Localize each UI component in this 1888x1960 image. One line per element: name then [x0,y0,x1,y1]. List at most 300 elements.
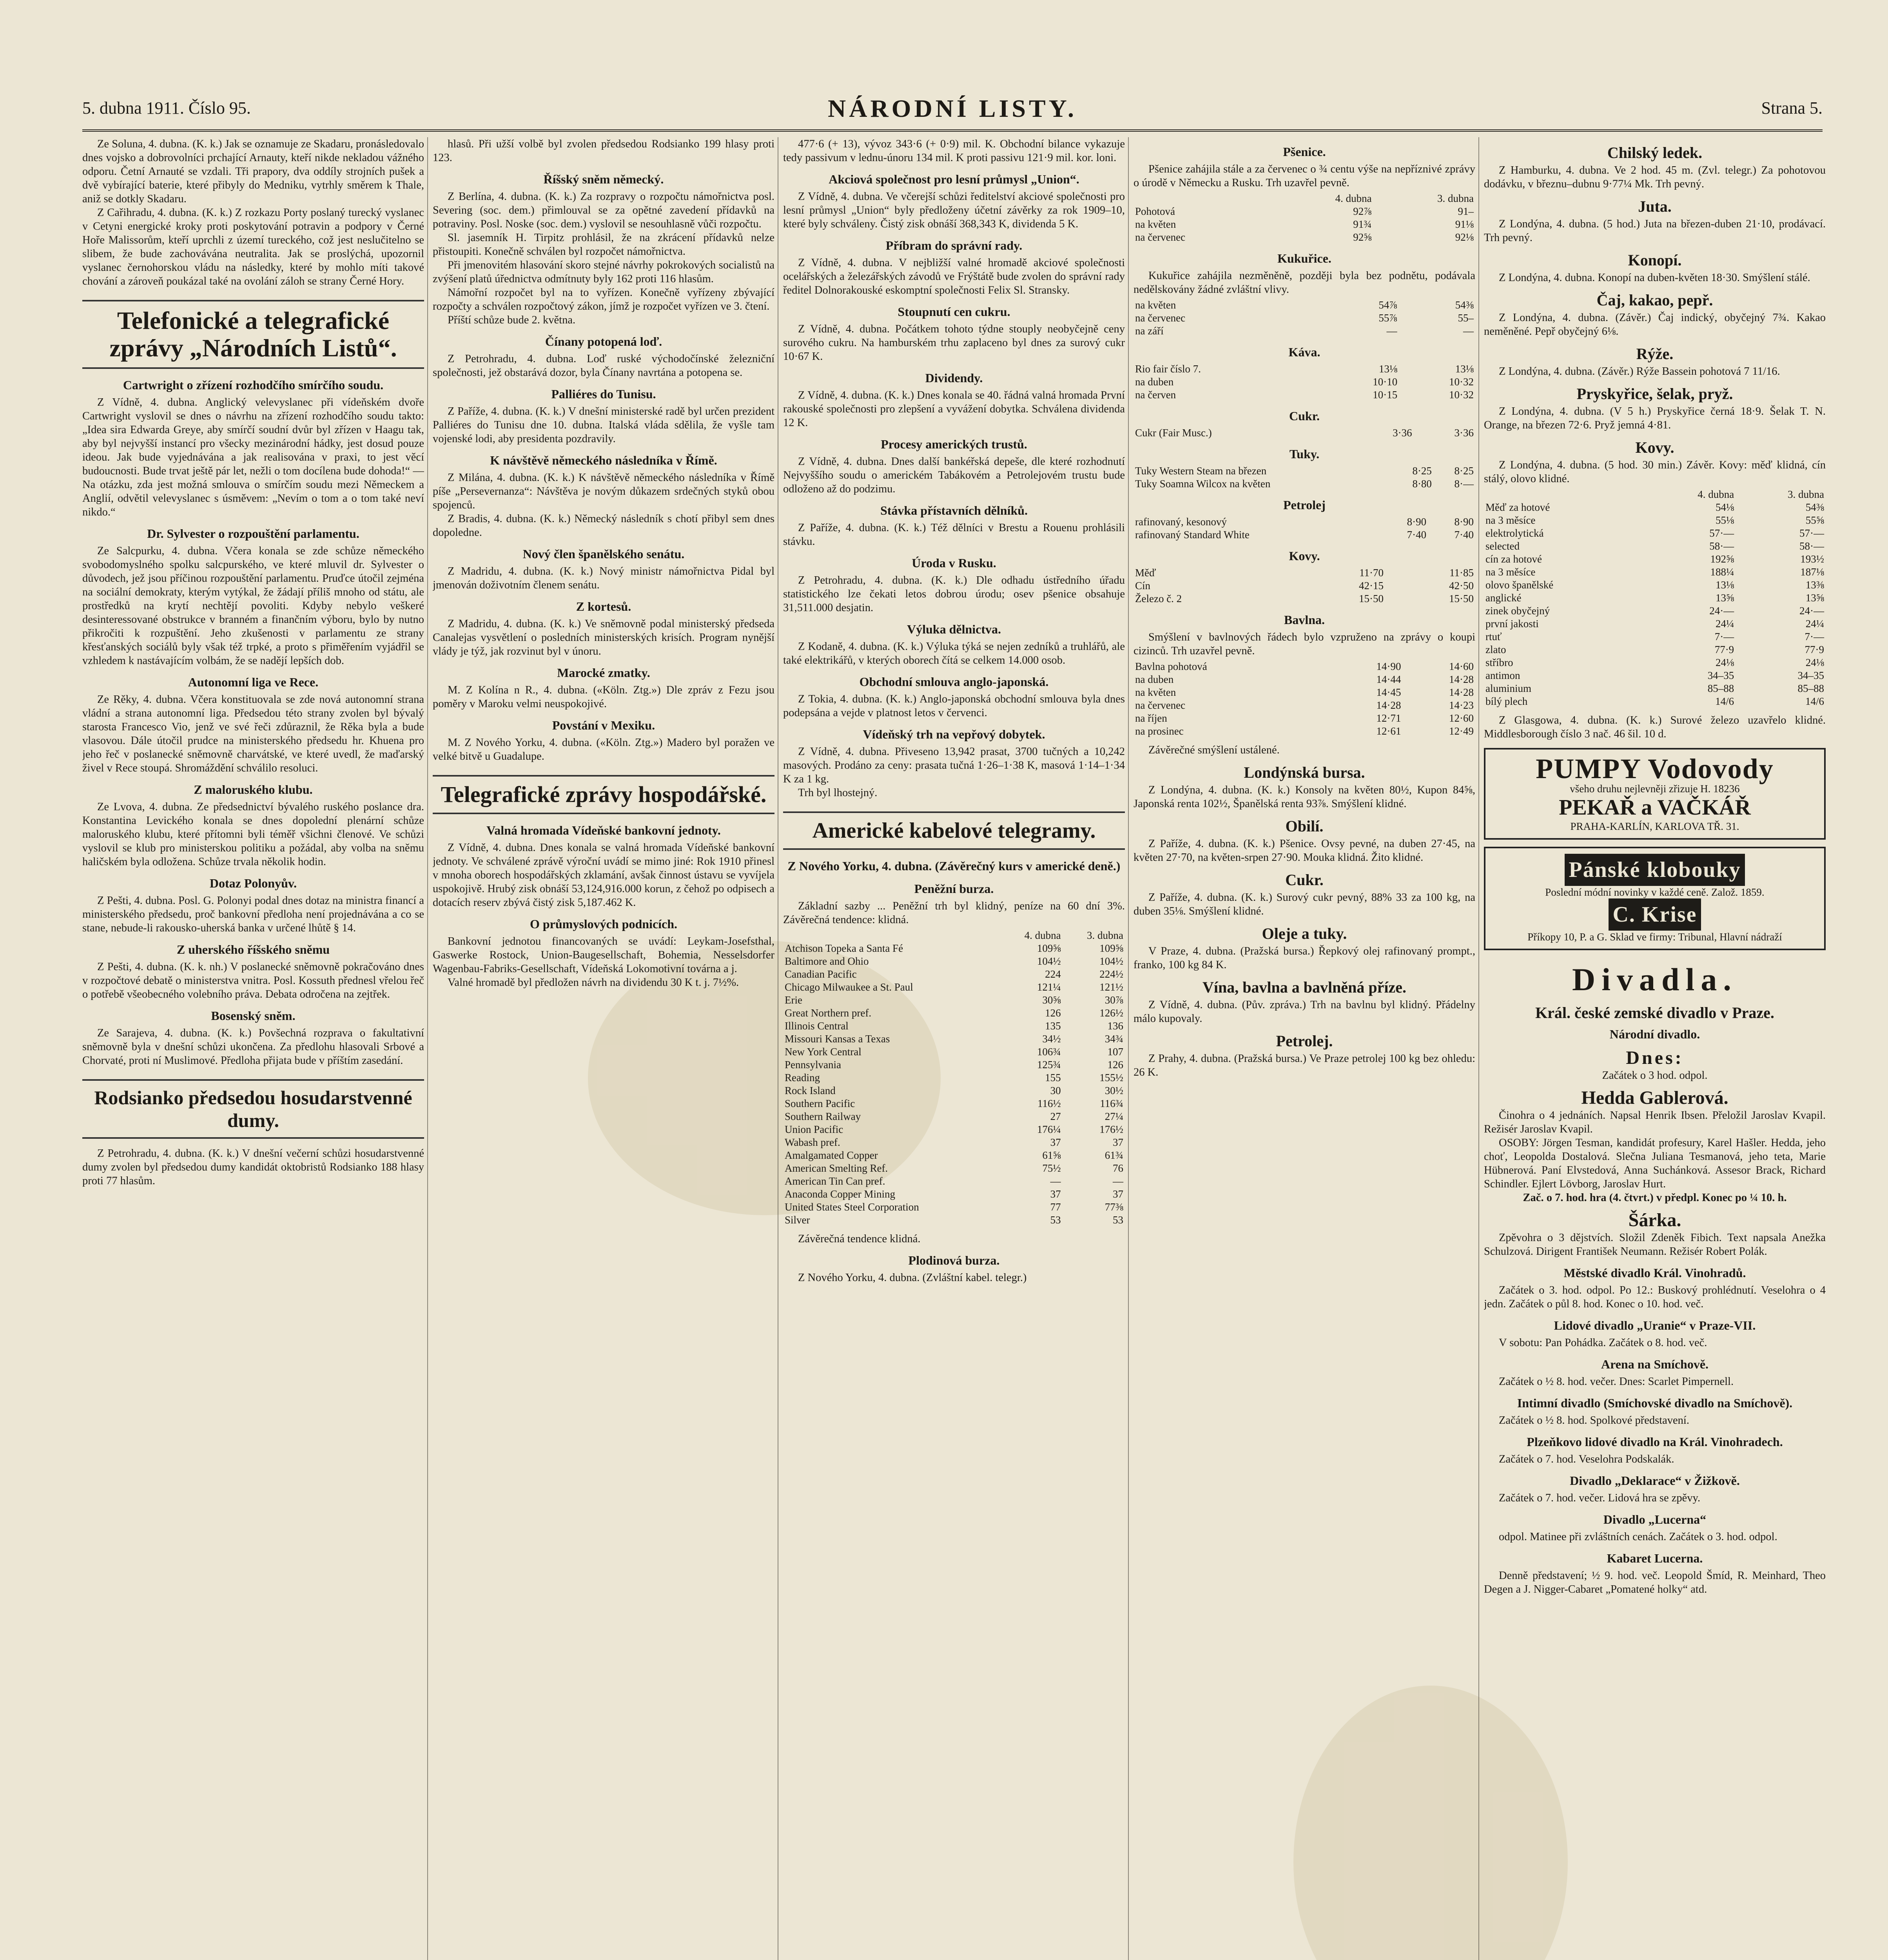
row-label: na 3 měsíce [1485,566,1536,578]
row-label: na duben [1135,673,1174,685]
article-paragraph: Příští schůze bude 2. května. [448,314,576,326]
stock-row [783,955,1125,968]
row-label: Pohotová [1135,205,1175,217]
row-label: rafinovaný Standard White [1135,529,1250,541]
ad-firm: C. Krise [1609,898,1701,931]
table-row [1484,669,1826,682]
play-title: Šárka. [1628,1210,1681,1230]
row-value: 8·25 [1412,465,1432,477]
row-label: elektrolytická [1485,527,1544,539]
row-value: 77·9 [1805,644,1824,655]
row-value: 14/6 [1715,695,1734,707]
row-label: American Tin Can pref. [785,1175,885,1187]
article-paragraph: Při jmenovitém hlasování skoro stejné návrhy pokrokových socialistů na zvýšení platů úřednictva odmítnuty byly 162 proti 116 hlasům. [433,259,774,285]
row-label: na červenec [1135,312,1186,324]
stock-row [783,1175,1125,1188]
row-label: Illinois Central [785,1020,849,1032]
article-heading: Bavlna. [1284,613,1325,627]
row-value: 8·90 [1407,516,1427,528]
article-heading: K návštěvě německého následníka v Římě. [490,453,717,467]
table-row [1484,604,1826,617]
article-heading: Obchodní smlouva anglo-japonská. [859,675,1049,689]
stock-row [783,994,1125,1007]
row-value: 54⅜ [1805,501,1824,513]
table-header-cell: 4. dubna [1698,488,1734,500]
article-paragraph: Z Vídně, 4. dubna. Počátkem tohoto týdne stouply neobyčejně ceny surového cukru. Na hamburském trhu zaplaceno byl dnes za surový cukr 10·67 K. [783,323,1125,363]
row-value: 8·80 [1412,478,1432,490]
row-value: 188¼ [1710,566,1734,578]
row-value: 121¼ [1037,981,1061,993]
row-value: 77⅜ [1105,1201,1123,1213]
article-heading: Nový člen španělského senátu. [522,547,685,561]
market-table [1134,515,1475,541]
row-value: 121½ [1099,981,1123,993]
article-heading: Kovy. [1289,549,1320,563]
row-value: 7·40 [1407,529,1427,541]
row-value: 109⅝ [1099,942,1123,954]
row-label: Southern Pacific [785,1098,855,1109]
column-rule [1128,137,1129,1960]
stock-row [783,1084,1125,1097]
ad-address: PRAHA-KARLÍN, KARLOVA TŘ. 31. [1570,820,1739,832]
stock-row [783,1110,1125,1123]
theatre-listing: Začátek o 7. hod. Veselohra Podskalák. [1499,1453,1674,1465]
article-heading: Chilský ledek. [1607,144,1703,162]
article-paragraph: Z Vídně, 4. dubna. Anglický velevyslanec při vídeňském dvoře Cartwright vyslovil se dnes o návrhu na zřízení rozhodčího soudu takto: „Idea sira Edwarda Greye, aby smírčí soudní dvůr byl zřízen v Haagu tak, aby byl nejvyšší instancí pro všecky mezinárodní hádky, jest dosud pouze ideou. Jak bude vyjednávána a jak realisována v praxi, to jest věcí budoucnosti. Bude trvat ještě pár let, nežli o tom docílena bude dohoda!“ — Na otázku, zda jest možná smlouva o smírčím soudu mezi Německem a Anglií, odvětil velevyslanec s úsměvem: „Nevím o tom a o tom také neví nikdo.“ [82,396,424,518]
article-heading: Stoupnutí cen cukru. [898,305,1010,319]
row-value: 109⅝ [1037,942,1061,954]
article-paragraph: Ze Lvova, 4. dubna. Ze předsednictví bývalého ruského poslance dra. Konstantina Levického konala se dnes dopolední plenární schůze maloruského klubu, které přítomni byli téměř všichni členové. Ve schůzi vyslovil se klub pro ministerskou politiku a požádal, aby volba na sněmu haličském byla odložena. Schůze trvala několik hodin. [82,801,424,868]
row-value: 135 [1045,1020,1061,1032]
article-paragraph: Z Londýna, 4. dubna. (Závěr.) Čaj indický, obyčejný 7¾. Kakao neměněné. Pepř obyčejný 6⅛. [1484,312,1826,338]
article-heading: Autonomní liga ve Rece. [188,675,319,689]
article-paragraph: Z Paříže, 4. dubna. (K. k.) V dnešní ministerské radě byl určen prezident Palliéres do Tunisu dne 10. dubna. Italská vláda sdělila, že vyšle tam vojenské lodi, aby presidenta pozdravily. [433,405,774,445]
market-table [1134,566,1475,605]
row-value: 13⅜ [1805,579,1824,591]
section-title: Americké kabelové telegramy. [783,811,1125,850]
stock-row [783,1214,1125,1227]
play-description: Činohra o 4 jednáních. Napsal Henrik Ibsen. Přeložil Jaroslav Kvapil. Režisér Jaroslav Kvapil. [1484,1109,1826,1135]
table-row [1134,218,1475,231]
article-paragraph: Ze Sarajeva, 4. dubna. (K. k.) Povšechná rozprava o fakultativní sněmovně byla v dnešní schůzi ukončena. Za předlohu hlasovali Srbové a Chorvaté, proti ní Muslimové. Předloha přijata bude v příštím zasedání. [82,1027,424,1067]
table-row [1484,514,1826,527]
theatre-name: Plzeňkovo lidové divadlo na Král. Vinohradech. [1527,1435,1783,1449]
row-label: na 3 měsíce [1485,514,1536,526]
row-label: Erie [785,994,802,1006]
article-heading: Povstání v Mexiku. [552,718,655,732]
row-value: 14·60 [1449,661,1474,672]
article-paragraph: Z Vídně, 4. dubna. Přiveseno 13,942 prasat, 3700 tučných a 10,242 masových. Prodáno za ceny: prasata tučná 1·26–1·38 K, masová 1·14–1·34 K za 1 kg. [783,746,1125,785]
ad-subtitle: všeho druhu nejlevněji zřizuje H. 18236 [1570,783,1740,795]
row-value: 10·32 [1449,376,1474,388]
article-paragraph: Z Bradis, 4. dubna. (K. k.) Německý následník s chotí přibyl sem dnes dopoledne. [433,513,774,539]
row-value: 55– [1458,312,1474,324]
play-description: Zpěvohra o 3 dějstvích. Složil Zdeněk Fibich. Text napsala Anežka Schulzová. Dirigent František Neumann. Režisér Robert Polák. [1484,1232,1826,1258]
row-value: 13⅝ [1805,592,1824,604]
article-heading: O průmyslových podnicích. [530,917,678,931]
table-row [1134,660,1475,673]
table-row [1134,725,1475,738]
row-value: 14/6 [1805,695,1824,707]
row-value: 3·36 [1454,427,1474,439]
row-label: American Smelting Ref. [785,1162,888,1174]
table-row [1484,656,1826,669]
row-label: Měď [1135,567,1156,579]
play-title: Hedda Gablerová. [1581,1087,1728,1108]
row-label: zinek obyčejný [1485,605,1550,617]
stock-row [783,1033,1125,1045]
article-paragraph: Z Londýna, 4. dubna. (5 hod. 30 min.) Závěr. Kovy: měď klidná, cín stálý, olovo klidné. [1484,459,1826,485]
theatre-name: Intimní divadlo (Smíchovské divadlo na Smíchově). [1517,1396,1793,1410]
column-rule [427,137,428,1960]
row-value: 125¾ [1037,1059,1061,1071]
row-label: selected [1485,540,1520,552]
table-row [1134,477,1475,490]
row-value: 34–35 [1797,670,1824,681]
row-value: 92⅛ [1455,231,1474,243]
page-number: Strana 5. [1761,98,1823,118]
page-header [82,94,1823,132]
table-row [1484,540,1826,553]
row-label: na červenec [1135,699,1186,711]
row-value: 30 [1050,1085,1061,1096]
column-2 [433,137,774,1960]
article-heading: Cartwright o zřízení rozhodčího smírčího soudu. [123,378,384,392]
theatre-listing: Denně představení; ½ 9. hod. več. Leopold Šmíd, R. Meinhard, Theo Degen a J. Nigger-Cabaret „Pomatené holky“ atd. [1484,1570,1826,1595]
table-row [1484,695,1826,708]
row-label: Atchison Topeka a Santa Fé [785,942,903,954]
row-value: 76 [1113,1162,1123,1174]
article-paragraph: Z Tokia, 4. dubna. (K. k.) Anglo-japonská obchodní smlouva byla dnes podepsána a vejde v platnost letos v červenci. [783,693,1125,719]
table-header-cell: 4. dubna [1335,192,1372,204]
stock-row [783,1162,1125,1175]
article-paragraph: Z Petrohradu, 4. dubna. Loď ruské východočínské železniční společnosti, jež obstarává dozor, byla Čínany navrtána a potopena se. [433,353,774,379]
row-value: 7·— [1714,631,1734,642]
article-heading: Vídeňský trh na vepřový dobytek. [863,727,1045,741]
article-paragraph: Z Londýna, 4. dubna. (V 5 h.) Pryskyřice černá 18·9. Šelak T. N. Orange, na březen 72·6. Pryž jemná 4·81. [1484,405,1826,431]
row-label: Bavlna pohotová [1135,661,1207,672]
row-value: 30⅞ [1105,994,1123,1006]
article-heading: Káva. [1288,345,1320,359]
row-value: 11·85 [1449,567,1474,579]
row-value: 58·— [1709,540,1734,552]
article-paragraph: Trh byl lhostejný. [798,787,878,799]
row-label: na září [1135,325,1164,337]
row-value: 192⅝ [1710,553,1734,565]
article-heading: Oleje a tuky. [1262,925,1347,942]
table-header-cell: 3. dubna [1437,192,1474,204]
row-value: 13⅝ [1715,592,1734,604]
table-row [1134,388,1475,401]
table-header-cell [783,929,1000,942]
row-value: 54⅞ [1378,299,1397,311]
article-heading: Kovy. [1635,439,1674,456]
row-label: na květen [1135,218,1176,230]
article-heading: Cukr. [1285,871,1324,889]
table-row [1134,515,1475,528]
article-heading: Říšský sněm německý. [543,172,664,186]
table-header-cell: 4. dubna [1024,929,1061,941]
article-heading: Dividendy. [925,371,983,385]
stock-row [783,1058,1125,1071]
row-value: 27¼ [1105,1111,1123,1122]
row-value: 7·— [1805,631,1824,642]
stock-row [783,1201,1125,1214]
row-label: bílý plech [1485,695,1528,707]
row-label: na duben [1135,376,1174,388]
row-value: 136 [1107,1020,1123,1032]
row-value: 14·23 [1449,699,1474,711]
column-1 [82,137,424,1960]
article-heading: Palliéres do Tunisu. [551,387,656,401]
row-value: 34–35 [1707,670,1734,681]
article-paragraph: Z Londýna, 4. dubna. (Závěr.) Rýže Bassein pohotová 7 11/16. [1499,365,1780,377]
article-paragraph: Bankovní jednotou financovaných se uvádí: Leykam-Josefsthal, Gaswerke Rostock, Union-Baugesellschaft, Bohemia, Nesselsdorfer Wagenbau-Fabriks-Gesellschaft, Vídeňská Lokomotivní továrna a j. [433,935,774,975]
row-value: 8·— [1454,478,1474,490]
theatre-name: Král. české zemské divadlo v Praze. [1535,1004,1774,1022]
stock-row [783,1007,1125,1020]
row-value: 55⅝ [1805,514,1824,526]
stock-row [783,1071,1125,1084]
row-label: anglické [1485,592,1522,604]
advertisement-pumpy [1484,748,1826,840]
column-5 [1484,137,1826,1960]
masthead-title: NÁRODNÍ LISTY. [828,94,1077,122]
article-heading: Čínany potopená loď. [545,334,662,348]
section-title: Telegrafické zprávy hospodářské. [433,775,774,814]
row-value: 24·— [1799,605,1824,617]
row-value: 92⅝ [1353,231,1372,243]
article-heading: Akciová společnost pro lesní průmysl „Union“. [829,172,1079,186]
row-value: 61¾ [1105,1149,1123,1161]
table-row [1134,579,1475,592]
article-heading: Valná hromada Vídeňské bankovní jednoty. [486,823,721,837]
row-label: rtuť [1485,631,1502,642]
row-label: rafinovaný, kesonový [1135,516,1227,528]
row-value: 107 [1107,1046,1123,1058]
section-title: Rodsianko předsedou hosudarstvenné dumy. [82,1079,424,1139]
table-row [1134,528,1475,541]
article-paragraph: V Praze, 4. dubna. (Pražská bursa.) Řepkový olej rafinovaný prompt., franko, 100 kg 84 K. [1134,945,1475,971]
table-row [1484,566,1826,579]
row-value: 13⅛ [1715,579,1734,591]
article-paragraph: Z Kodaně, 4. dubna. (K. k.) Výluka týká se nejen zedníků a truhlářů, ale také elektrikářů, v kterých oborech čítá se celkem 14.000 osob. [783,641,1125,666]
article-heading: Juta. [1638,198,1672,215]
table-row [1134,312,1475,325]
row-label: cín za hotové [1485,553,1542,565]
theatre-name: Divadlo „Deklarace“ v Žižkově. [1570,1474,1740,1488]
column-3 [783,137,1125,1960]
row-value: 57·— [1799,527,1824,539]
row-value: 57·— [1709,527,1734,539]
table-row [1134,686,1475,699]
theatre-subname: Národní divadlo. [1609,1027,1700,1041]
article-paragraph: Z Londýna, 4. dubna. (K. k.) Konsoly na květen 80½, Kupon 84⅝, Japonská renta 102½, Španělská renta 93⅞. Smýšlení klidné. [1134,784,1475,810]
row-label: Wabash pref. [785,1136,840,1148]
row-value: 8·90 [1454,516,1474,528]
row-label: na květen [1135,299,1176,311]
article-heading: Peněžní burza. [914,882,994,896]
stock-row [783,942,1125,955]
article-paragraph: Pšenice zahájila stále a za červenec o ¾ centu výše na nepříznivé zprávy o úrodě v Německu a Rusku. Trh uzavřel pevně. [1134,163,1475,189]
article-paragraph: Z Londýna, 4. dubna. Konopí na duben-květen 18·30. Smýšlení stálé. [1499,272,1810,284]
row-value: 91¾ [1353,218,1372,230]
table-row [1134,712,1475,725]
article-heading: Obilí. [1285,817,1324,835]
row-label: stříbro [1485,657,1513,668]
article-paragraph: Námořní rozpočet byl na to vyřízen. Konečně vyřízeny zbývající rozpočty a schválen rozpočtový zákon, jímž je rozpočet vyřízen ve 3. čtení. [433,287,774,312]
article-heading: Z kortesů. [576,599,631,613]
row-value: 34¾ [1105,1033,1123,1045]
article-heading: Z maloruského klubu. [194,782,313,797]
row-value: 155 [1045,1072,1061,1083]
row-label: United States Steel Corporation [785,1201,919,1213]
row-value: — [1113,1175,1123,1187]
article-heading: Úroda v Rusku. [912,556,996,570]
row-value: 61⅝ [1042,1149,1061,1161]
row-value: 8·25 [1454,465,1474,477]
row-value: 116¾ [1100,1098,1123,1109]
row-label: zlato [1485,644,1506,655]
article-paragraph: Ze Rěky, 4. dubna. Včera konstituovala se zde nová autonomní strana vládní a strana autonomní liga. Předsedou této strany zvolen byl bývalý starosta Francesco Vio, jenž ve své řeči zdůraznil, že Rěka byla a bude vlasovou. Dále útočil prudce na ministerského předsedu hr. Khuena pro jeho řeč v poslanecké sněmovně charvátské, ve které uvedl, že maďarský živel v Rece stoupá. Shromáždění schválilo resoluci. [82,693,424,774]
theatre-name: Městské divadlo Král. Vinohradů. [1563,1266,1746,1280]
article-paragraph: Kukuřice zahájila nezměněně, později byla bez podnětu, podávala nedělskovány žádné zvláštní vlivy. [1134,270,1475,296]
table-header-cell [1134,192,1271,205]
row-value: 24⅛ [1715,657,1734,668]
article-heading: Bosenský sněm. [211,1009,296,1023]
theatre-name: Kabaret Lucerna. [1607,1551,1703,1565]
article-paragraph: Ze Soluna, 4. dubna. (K. k.) Jak se oznamuje ze Skadaru, pronásledovalo dnes vojsko a dobrovolníci prchající Arnauty, kteří nikde nekladou vážného odporu. Četní Arnauté se vzdali. Tři prapory, dva oddíly strojních pušek a dvě vybírající baterie, které přibyly do Medniku, vytrhly směrem k Thale, aniž se dotkly Skadaru. [82,138,424,205]
article-heading: Čaj, kakao, pepř. [1596,291,1713,309]
article-paragraph: Valné hromadě byl předložen návrh na dividendu 30 K t. j. 7½%. [448,976,739,989]
row-value: 37 [1050,1136,1061,1148]
table-row [1484,643,1826,656]
row-label: Tuky Western Steam na březen [1135,465,1267,477]
table-row [1484,682,1826,695]
theatre-name: Divadlo „Lucerna“ [1603,1512,1707,1526]
row-value: 91– [1458,205,1474,217]
today-label: Dnes: [1626,1047,1684,1068]
article-paragraph: Z Vídně, 4. dubna. (Pův. zpráva.) Trh na bavlnu byl klidný. Přádelny málo kupovaly. [1134,999,1475,1025]
row-value: 14·28 [1376,699,1401,711]
row-value: 54⅜ [1455,299,1474,311]
row-value: 30½ [1105,1085,1123,1096]
article-paragraph: Z Madridu, 4. dubna. (K. k.) Ve sněmovně podal ministerský předseda Canalejas vysvětlení o posledních ministerských krisích. Program nynější vlády je týž, jak rozvinut byl v únoru. [433,618,774,657]
article-paragraph: Smýšlení v bavlnových řádech bylo vzpruženo na zprávy o koupi cizinců. Trh uzavřel pevně. [1134,631,1475,657]
table-row [1134,299,1475,312]
article-paragraph: 477·6 (+ 13), vývoz 343·6 (+ 0·9) mil. K. Obchodní bilance vykazuje tedy passivum v lednu-únoru 134 mil. K proti passivu 121·9 mil. kor. loni. [783,138,1125,164]
table-row [1134,376,1475,388]
article-paragraph: Z Paříže, 4. dubna. (K. k.) Pšenice. Ovsy pevné, na duben 27·45, na květen 27·70, na květen-srpen 27·90. Mouka klidná. Žito klidné. [1134,838,1475,864]
row-value: 53 [1113,1214,1123,1226]
article-heading: Konopí. [1628,251,1682,269]
play-cast: OSOBY: Jörgen Tesman, kandidát profesury, Karel Hašler. Hedda, jeho choť, Leopolda Dostalová. Slečna Juliana Tesmanová, jeho teta, Marie Hübnerová. Paní Elvstedová, Anna Suchánková. Assesor Brack, Richard Schindler. Ejlert Lövborg, Jaroslav Hurt. [1484,1137,1826,1190]
table-row [1484,617,1826,630]
article-heading: Rýže. [1636,345,1674,363]
row-value: 12·60 [1449,712,1474,724]
row-value: 126 [1045,1007,1061,1019]
row-value: 55⅛ [1715,514,1734,526]
table-row [1134,363,1475,376]
article-paragraph: Z Cařihradu, 4. dubna. (K. k.) Z rozkazu Porty poslaný turecký vyslanec v Cetyni energické kroky proti poskytování potravin a podpory v Černé Hoře Malissorům, kteří uprchli z území tureckého, což jest neslučitelno se slibem, že bude zachovávána neutralita. Jak se proslýchá, upozornil vyslanec černohorskou vládu na následky, které by mohlo míti takové chování a zároveň poukázal také na ovolání záloh se strany Černé Hory. [82,207,424,287]
table-row [1134,465,1475,477]
row-label: Cukr (Fair Musc.) [1135,427,1212,439]
row-value: 104½ [1037,955,1061,967]
row-label: na červenec [1135,231,1186,243]
market-table [1134,660,1475,738]
performance-time: Zač. o 7. hod. hra (4. čtvrt.) v předpl. Konec po ¼ 10. h. [1523,1192,1787,1204]
row-value: 91⅛ [1455,218,1474,230]
row-label: na květen [1135,686,1176,698]
article-paragraph: Základní sazby ... Peněžní trh byl klidný, peníze na 60 dní 3%. Závěrečná tendence: klidná. [783,900,1125,926]
article-heading: Marocké zmatky. [557,666,650,680]
row-label: antimon [1485,670,1520,681]
row-value: 106¾ [1037,1046,1061,1058]
article-heading: Z uherského říšského sněmu [176,942,330,956]
ad-title: PUMPY Vodovody [1536,753,1774,784]
article-paragraph: Z Milána, 4. dubna. (K. k.) K návštěvě německého následníka v Římě píše „Persevernanza“: Návštěva je novým důkazem srdečných styků obou spojenců. [433,472,774,511]
article-heading: Dotaz Polonyův. [209,876,297,890]
row-value: 7·40 [1454,529,1474,541]
row-label: Rock Island [785,1085,836,1096]
row-value: 14·28 [1449,673,1474,685]
article-paragraph: Z Londýna, 4. dubna. (5 hod.) Juta na březen-duben 21·10, prodávací. Trh pevný. [1484,218,1826,244]
row-value: 10·15 [1373,389,1398,401]
stock-row [783,1123,1125,1136]
column-4 [1134,137,1475,1960]
theatre-listing: Začátek o ½ 8. hod. večer. Dnes: Scarlet Pimpernell. [1499,1376,1734,1388]
article-paragraph: Z Nového Yorku, 4. dubna. (Zvláštní kabel. telegr.) [798,1272,1027,1284]
row-value: 55⅞ [1378,312,1397,324]
row-value: 24¼ [1805,618,1824,630]
article-heading: Petrolej [1283,498,1326,512]
market-table [1134,465,1475,490]
metals-table [1484,488,1826,708]
row-value: 24¼ [1715,618,1734,630]
table-row [1134,699,1475,712]
row-label: Cín [1135,580,1151,592]
row-label: Amalgamated Copper [785,1149,878,1161]
article-heading: Kukuřice. [1277,251,1331,265]
row-label: na červen [1135,389,1176,401]
row-label: olovo španělské [1485,579,1554,591]
row-label: Měď za hotové [1485,501,1550,513]
article-heading: Z Nového Yorku, 4. dubna. (Závěrečný kurs v americké deně.) [787,859,1121,873]
row-value: 126½ [1099,1007,1123,1019]
row-value: 14·28 [1449,686,1474,698]
row-value: 155½ [1099,1072,1123,1083]
column-rule [1478,137,1479,1960]
row-label: na říjen [1135,712,1167,724]
table-row [1484,553,1826,566]
row-value: 116½ [1037,1098,1061,1109]
table-row [1484,592,1826,604]
table-header-cell [1484,488,1645,501]
market-table [1134,363,1475,401]
table-header-row [1134,192,1475,205]
market-table [1134,299,1475,338]
stock-row [783,968,1125,981]
table-row [1484,579,1826,592]
row-value: 14·45 [1376,686,1401,698]
article-paragraph: Z Vídně, 4. dubna. Ve včerejší schůzi ředitelství akciové společnosti pro lesní průmysl „Union“ byly předloženy účetní závěrky za rok 1909–10, které byly schváleny. Čistý zisk obnáší 368,343 K, dividenda 5 K. [783,191,1125,230]
theatre-name: Lidové divadlo „Uranie“ v Praze-VII. [1554,1318,1756,1332]
article-paragraph: Z Berlína, 4. dubna. (K. k.) Za rozpravy o rozpočtu námořnictva posl. Severing (soc. dem.) přimlouval se za opětné zavedení přídavků na potraviny. Posl. Noske (soc. dem.) vyslovil se nesouhlasně vůči rozpočtu. [433,191,774,230]
row-label: Rio fair číslo 7. [1135,363,1201,375]
table-row [1134,325,1475,338]
stock-row [783,1097,1125,1110]
ad-subtitle: Poslední módní novinky v každé ceně. Založ. 1859. [1545,886,1765,898]
